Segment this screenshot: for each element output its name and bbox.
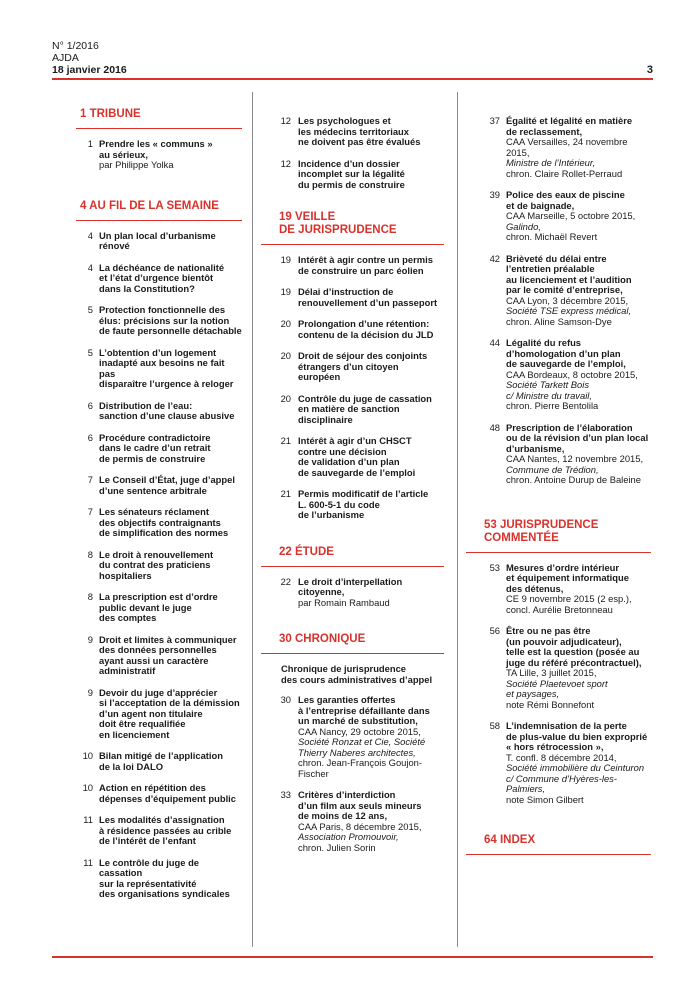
toc-entry-body [298, 394, 444, 426]
section-title-index[interactable]: 64 INDEX [466, 834, 651, 855]
toc-entry-body [99, 858, 242, 900]
toc-page-number: 33 [280, 789, 291, 800]
toc-entry-parties: Association Promouvoir, [298, 831, 399, 842]
toc-entry-body [99, 475, 242, 496]
toc-page-number: 9 [87, 633, 93, 645]
chronique-intro: Chronique de jurisprudence des cours administratives d’appel [281, 663, 433, 685]
toc-entry-title: Critères d’interdiction d’un film aux seuls mineurs de moins de 12 ans, [298, 789, 422, 821]
toc-entry[interactable] [261, 394, 444, 426]
toc-entry[interactable] [261, 255, 444, 276]
toc-entry-body [298, 116, 444, 148]
toc-entry-title: Procédure contradictoire dans le cadre d’un retrait de permis de construire [99, 431, 211, 464]
issue-date: 18 janvier 2016 [52, 64, 127, 76]
toc-entry-reference: CAA Lyon, 3 décembre 2015, [506, 294, 629, 306]
toc-entry[interactable] [261, 695, 444, 779]
toc-entry-title: La prescription est d’ordre public devant le juge des comptes [99, 591, 218, 623]
toc-entry-title: Les modalités d’assignation à résidence passées au crible de l’intérêt de l’enfant [99, 814, 232, 846]
toc-entry-body [506, 563, 651, 616]
toc-entry-parties: Société immobilière du Ceinturon c/ Commune d’Hyères-les-Palmiers, [506, 762, 645, 794]
toc-page-number: 5 [87, 346, 93, 358]
toc-entry[interactable] [76, 635, 242, 677]
toc-entry-reference: CAA Nancy, 29 octobre 2015, [298, 725, 421, 737]
toc-entry[interactable] [466, 563, 651, 616]
toc-entry-body [506, 116, 651, 179]
toc-page-number: 20 [280, 350, 291, 361]
toc-entry-body [99, 433, 242, 465]
toc-page-number: 6 [87, 399, 93, 411]
toc-entry-body [506, 721, 651, 805]
toc-entry-parties: Commune de Trédion, [506, 463, 599, 475]
section-title-jurisprudence-commentee[interactable]: 53 JURISPRUDENCE COMMENTÉE [466, 519, 651, 553]
toc-entry-reference: par Philippe Yolka [99, 159, 174, 170]
toc-entry-title: La déchéance de nationalité et l’état d’urgence bientôt dans la Constitution? [99, 261, 225, 294]
toc-entry-body [298, 790, 444, 853]
toc-entry[interactable] [261, 436, 444, 478]
toc-page-number: 58 [489, 720, 500, 731]
toc-entry[interactable] [261, 116, 444, 148]
toc-entry-title: Droit et limites à communiquer des données personnelles ayant aussi un caractère administratif [99, 633, 237, 676]
toc-entry[interactable] [76, 688, 242, 741]
toc-entry-parties: Société Plaetevoet sport et paysages, [506, 677, 608, 699]
toc-entry-title: Légalité du refus d’homologation d’un plan de sauvegarde de l’emploi, [506, 337, 626, 369]
toc-entry-body [298, 436, 444, 478]
section-title-etude[interactable]: 22 ÉTUDE [261, 546, 444, 567]
section-title-veille-de-jurisprudence[interactable]: 19 VEILLE DE JURISPRUDENCE [261, 211, 444, 245]
column-divider [252, 92, 253, 947]
toc-entry-body [506, 254, 651, 328]
toc-entry-title: Protection fonctionnelle des élus: précisions sur la notion de faute personnelle détachable [99, 304, 242, 336]
toc-page-number: 44 [489, 337, 500, 348]
toc-entry-body [99, 263, 242, 295]
toc-entry-author: note Simon Gilbert [506, 793, 584, 805]
toc-entry-body [99, 635, 242, 677]
toc-entry[interactable] [466, 721, 651, 805]
toc-page-number: 6 [87, 431, 93, 443]
toc-entry-title: Égalité et légalité en matière de reclassement, [506, 115, 633, 137]
toc-entry-reference: CAA Bordeaux, 8 octobre 2015, [506, 368, 638, 380]
toc-page-number: 10 [82, 782, 93, 793]
issue-number: N° 1/2016 [52, 40, 99, 52]
toc-entry-body [99, 815, 242, 847]
toc-entry-body [506, 338, 651, 412]
toc-entry-title: Le droit à renouvellement du contrat des praticiens hospitaliers [99, 548, 214, 581]
toc-entry[interactable] [466, 190, 651, 243]
page-header [52, 40, 127, 76]
toc-entry-title: Le contrôle du juge de cassation sur la représentativité des organisations syndicales [99, 856, 230, 899]
toc-entry[interactable] [76, 305, 242, 337]
toc-entry-title: Un plan local d’urbanisme rénové [99, 229, 216, 251]
toc-entry-body [298, 287, 444, 308]
toc-entry[interactable] [76, 433, 242, 465]
toc-entry-title: Les sénateurs réclament des objectifs contraignants de simplification des normes [99, 506, 229, 538]
toc-page-number: 56 [489, 625, 500, 636]
column-1 [76, 108, 242, 911]
toc-page-number: 5 [87, 304, 93, 315]
toc-entry-reference: TA Lille, 3 juillet 2015, [506, 667, 597, 678]
section-title-chronique[interactable]: 30 CHRONIQUE [261, 633, 444, 654]
toc-entry-title: Prolongation d’une rétention: contenu de la décision du JLD [298, 318, 434, 340]
toc-page-number: 19 [280, 254, 291, 265]
toc-entry[interactable] [261, 790, 444, 853]
toc-page-number: 19 [280, 286, 291, 297]
toc-entry-title: Brièveté du délai entre l’entretien préalable au licenciement et l’audition par le comité d’entreprise, [506, 252, 632, 295]
toc-entry-body [99, 751, 242, 772]
toc-entry-reference: T. confl. 8 décembre 2014, [506, 751, 617, 763]
toc-entry-title: Le droit d’interpellation citoyenne, [298, 575, 403, 597]
toc-entry-parties: Société Ronzat et Cie, Société Thierry Naberes architectes, [298, 736, 426, 758]
toc-entry-parties: Société TSE express médical, [506, 305, 632, 316]
toc-page-number: 9 [87, 686, 93, 698]
journal-name: AJDA [52, 52, 79, 64]
toc-page-number: 22 [280, 575, 291, 587]
toc-entry-author: chron. Aline Samson-Dye [506, 315, 612, 327]
toc-entry-author: chron. Antoine Durup de Baleine [506, 474, 641, 485]
toc-entry[interactable] [76, 550, 242, 582]
toc-page-number: 21 [280, 488, 291, 499]
toc-entry-parties: Société Tarkett Bois c/ Ministre du travail, [506, 379, 592, 401]
toc-page-number: 8 [87, 548, 93, 560]
column-2 [261, 116, 444, 864]
toc-entry-author: chron. Julien Sorin [298, 841, 376, 853]
toc-entry-title: Police des eaux de piscine et de baignade, [506, 189, 625, 211]
toc-entry-title: Devoir du juge d’apprécier si l’acceptation de la démission d’un agent non titulaire doit être requalifiée en licenciement [99, 686, 240, 740]
toc-entry-body [99, 231, 242, 252]
toc-page-number: 10 [82, 750, 93, 761]
toc-entry-body [506, 626, 651, 710]
toc-entry[interactable] [76, 139, 242, 171]
toc-entry[interactable] [76, 815, 242, 847]
toc-page-number: 4 [87, 261, 93, 273]
toc-page-number: 48 [489, 421, 500, 433]
toc-entry[interactable] [76, 783, 242, 804]
toc-entry-reference: CAA Paris, 8 décembre 2015, [298, 820, 422, 832]
toc-entry[interactable] [261, 319, 444, 340]
toc-entry[interactable] [76, 592, 242, 624]
toc-entry-parties: Ministre de l’Intérieur, [506, 157, 596, 168]
toc-entry-body [298, 489, 444, 521]
toc-entry[interactable] [76, 858, 242, 900]
toc-entry-body [298, 159, 444, 191]
toc-page-number: 11 [83, 814, 93, 825]
toc-entry-body [298, 255, 444, 276]
toc-entry-body [99, 139, 242, 171]
toc-entry-title: Le Conseil d’État, juge d’appel d’une sentence arbitrale [99, 474, 235, 496]
toc-entry-title: L’indemnisation de la perte de plus-value du bien exproprié « hors rétrocession », [506, 720, 648, 752]
toc-entry-body [298, 351, 444, 383]
toc-entry-title: Prescription de l’élaboration ou de la révision d’un plan local d’urbanisme, [506, 421, 649, 454]
header-rule [52, 78, 653, 80]
toc-entry-title: Les garanties offertes à l’entreprise défaillante dans un marché de substitution, [298, 694, 430, 726]
toc-entry-title: L’obtention d’un logement inadapté aux besoins ne fait pas disparaître l’urgence à reloger [99, 346, 234, 389]
toc-entry-reference: CAA Nantes, 12 novembre 2015, [506, 453, 644, 464]
toc-entry-author: chron. Pierre Bentolila [506, 400, 599, 411]
toc-entry[interactable] [261, 287, 444, 308]
toc-entry-author: chron. Jean-François Goujon-Fischer [298, 757, 423, 779]
toc-entry-body [99, 507, 242, 539]
toc-entry-body [99, 783, 242, 804]
toc-entry-reference: CAA Marseille, 5 octobre 2015, [506, 210, 636, 221]
toc-entry[interactable] [76, 263, 242, 295]
toc-page-number: 7 [87, 506, 93, 517]
toc-entry-author: note Rémi Bonnefont [506, 698, 595, 710]
toc-entry-reference: CAA Versailles, 24 novembre 2015, [506, 136, 628, 158]
toc-entry-body [506, 423, 651, 486]
toc-entry-body [99, 305, 242, 337]
toc-entry-author: chron. Claire Rollet-Perraud [506, 167, 623, 179]
toc-entry[interactable] [466, 116, 651, 179]
toc-page-number: 20 [280, 318, 291, 329]
toc-entry[interactable] [261, 159, 444, 191]
toc-entry-parties: Galindo, [506, 220, 541, 232]
toc-entry-title: Distribution de l’eau: sanction d’une clause abusive [99, 399, 235, 421]
toc-entry-title: Permis modificatif de l’article L. 600-5-1 du code de l’urbanisme [298, 488, 429, 520]
toc-page-number: 42 [489, 252, 500, 264]
toc-entry-title: Être ou ne pas être (un pouvoir adjudicateur), telle est la question (posée au juge du référé précontractuel), [506, 625, 642, 668]
toc-entry-body [99, 592, 242, 624]
toc-page-number: 11 [83, 856, 93, 868]
toc-entry-title: Prendre les « communs » au sérieux, [99, 138, 213, 160]
toc-entry[interactable] [466, 254, 651, 328]
footer-rule [52, 956, 653, 958]
toc-page-number: 12 [280, 115, 291, 126]
toc-entry-title: Intérêt à agir d’un CHSCT contre une décision de validation d’un plan de sauvegarde de l’emploi [298, 435, 416, 478]
toc-page-number: 1 [87, 138, 93, 149]
toc-entry-body [99, 688, 242, 741]
toc-page-number: 39 [489, 189, 500, 200]
toc-entry-author: chron. Michaël Revert [506, 231, 598, 242]
toc-entry-body [99, 550, 242, 582]
toc-page-number: 30 [280, 694, 291, 705]
toc-entry-body [298, 319, 444, 340]
toc-entry[interactable] [466, 423, 651, 486]
toc-page-number: 37 [489, 115, 500, 126]
toc-page-number: 12 [280, 157, 291, 169]
toc-entry-title: Contrôle du juge de cassation en matière de sanction disciplinaire [298, 392, 432, 425]
toc-page-number: 4 [87, 229, 93, 241]
toc-page-number: 53 [489, 561, 500, 573]
column-divider [457, 92, 458, 947]
toc-entry-body [99, 348, 242, 390]
column-3 [466, 116, 651, 865]
toc-entry-title: Mesures d’ordre intérieur et équipement informatique des détenus, [506, 561, 629, 594]
toc-entry[interactable] [261, 489, 444, 521]
section-title-tribune[interactable]: 1 TRIBUNE [76, 108, 242, 129]
toc-entry[interactable] [261, 351, 444, 383]
toc-page-number: 21 [280, 435, 291, 446]
toc-entry[interactable] [76, 475, 242, 496]
toc-entry-title: Intérêt à agir contre un permis de construire un parc éolien [298, 254, 433, 276]
toc-entry-title: Droit de séjour des conjoints étrangers d’un citoyen européen [298, 350, 428, 382]
toc-entry-reference: CE 9 novembre 2015 (2 esp.), concl. Aurélie Bretonneau [506, 593, 632, 615]
toc-entry-title: Bilan mitigé de l’application de la loi DALO [99, 750, 223, 772]
toc-entry[interactable] [76, 751, 242, 772]
toc-entry[interactable] [76, 401, 242, 422]
toc-entry[interactable] [76, 231, 242, 252]
toc-entry-title: Action en répétition des dépenses d’équipement public [99, 782, 237, 804]
toc-entry-body [506, 190, 651, 243]
toc-entry[interactable] [76, 507, 242, 539]
section-title-au-fil-de-la-semaine[interactable]: 4 AU FIL DE LA SEMAINE [76, 200, 242, 221]
toc-entry-title: Incidence d’un dossier incomplet sur la légalité du permis de construire [298, 157, 405, 190]
page-number: 3 [646, 64, 653, 76]
toc-entry-reference: par Romain Rambaud [298, 596, 390, 608]
toc-page-number: 20 [280, 392, 291, 404]
toc-entry-body [298, 577, 444, 609]
toc-entry[interactable] [466, 338, 651, 412]
toc-entry-body [298, 695, 444, 779]
toc-entry[interactable] [466, 626, 651, 710]
toc-entry-title: Délai d’instruction de renouvellement d’un passeport [298, 286, 438, 308]
toc-entry-body [99, 401, 242, 422]
toc-page-number: 8 [87, 591, 93, 602]
toc-entry[interactable] [261, 577, 444, 609]
toc-page-number: 7 [87, 474, 93, 485]
toc-entry-title: Les psychologues et les médecins territoriaux ne doivent pas être évalués [298, 115, 421, 147]
toc-entry[interactable] [76, 348, 242, 390]
